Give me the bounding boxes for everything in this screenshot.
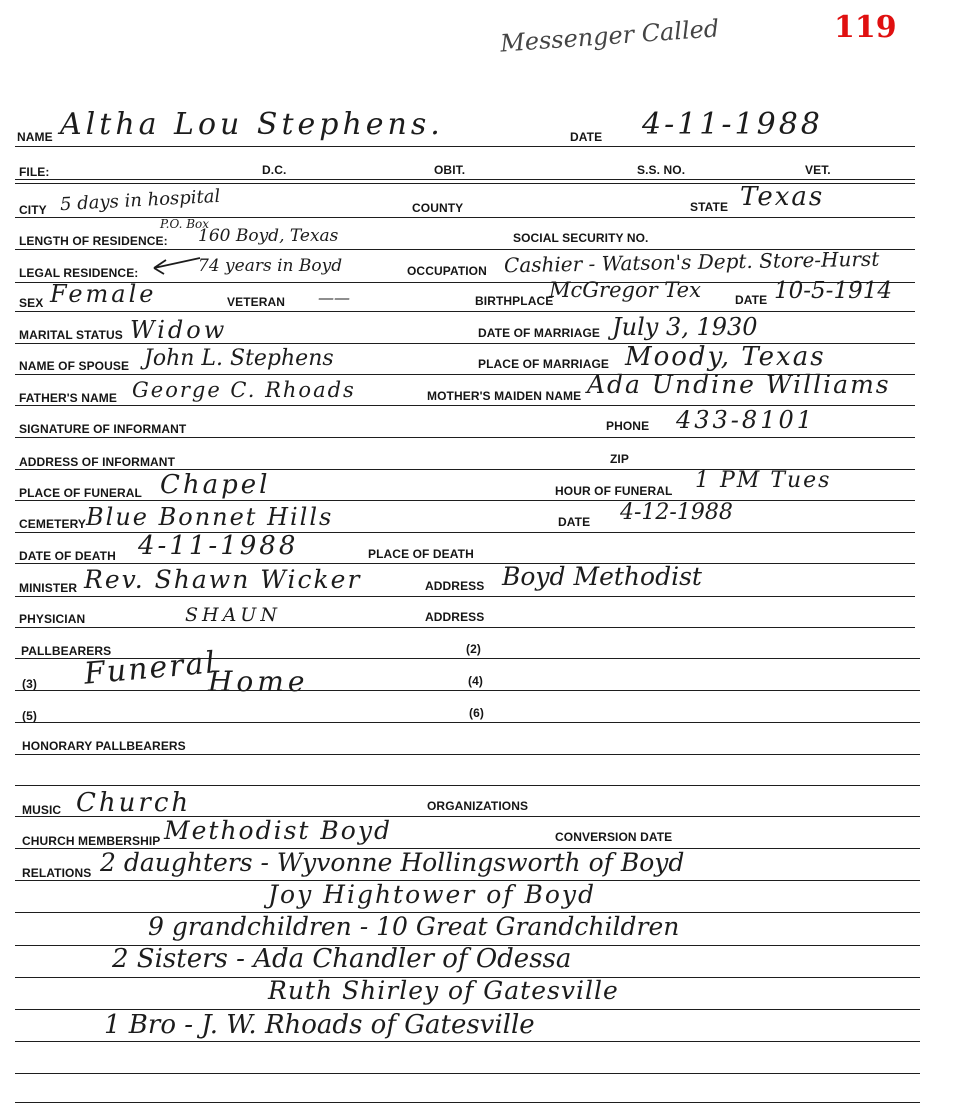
- label-signature-of-informant: SIGNATURE OF INFORMANT: [19, 422, 187, 436]
- rule-pallbearers-2: [15, 690, 920, 691]
- label-social-security-no: SOCIAL SECURITY NO.: [513, 231, 649, 245]
- value-city: 5 days in hospital: [59, 185, 221, 216]
- value-po-box-note: P.O. Box: [160, 217, 210, 231]
- label-legal-residence: LEGAL RESIDENCE:: [19, 266, 139, 280]
- relation-line-4: 2 Sisters - Ada Chandler of Odessa: [112, 944, 572, 974]
- label-length-of-residence: LENGTH OF RESIDENCE:: [19, 234, 168, 248]
- relation-line-3: 9 grandchildren - 10 Great Grandchildren: [148, 912, 680, 941]
- label-cemetery: CEMETERY: [19, 517, 87, 531]
- label-birthplace: BIRTHPLACE: [475, 294, 554, 308]
- label-birth-date: DATE: [735, 293, 768, 307]
- label-place-of-marriage: PLACE OF MARRIAGE: [478, 357, 610, 371]
- rule-minister: [15, 596, 915, 597]
- value-legal-residence: 74 years in Boyd: [198, 256, 343, 276]
- label-date-of-marriage: DATE OF MARRIAGE: [478, 326, 601, 340]
- relation-line-2: Joy Hightower of Boyd: [268, 880, 597, 909]
- rule-pallbearers-3: [15, 722, 920, 723]
- relation-line-6: 1 Bro - J. W. Rhoads of Gatesville: [104, 1010, 535, 1040]
- label-cemetery-date: DATE: [558, 515, 591, 529]
- label-church-membership: CHURCH MEMBERSHIP: [22, 834, 161, 848]
- page-number: 119: [834, 10, 897, 45]
- label-pallbearer-6: (6): [469, 706, 484, 720]
- label-place-of-funeral: PLACE OF FUNERAL: [19, 486, 142, 500]
- label-date: DATE: [570, 130, 603, 144]
- rule-sex: [15, 311, 915, 312]
- value-fathers-name: George C. Rhoads: [132, 378, 356, 402]
- value-place-of-marriage: Moody, Texas: [625, 342, 826, 372]
- value-name: Altha Lou Stephens.: [60, 107, 444, 142]
- rule-relations-7: [15, 1073, 920, 1074]
- rule-physician: [15, 627, 915, 628]
- rule-honorary-1: [15, 754, 920, 755]
- label-pallbearer-4: (4): [468, 674, 483, 688]
- label-mothers-maiden-name: MOTHER'S MAIDEN NAME: [427, 389, 582, 403]
- label-minister-address: ADDRESS: [425, 579, 485, 593]
- label-date-of-death: DATE OF DEATH: [19, 549, 116, 563]
- label-obit: OBIT.: [434, 163, 466, 177]
- label-veteran: VETERAN: [227, 295, 286, 309]
- value-minister: Rev. Shawn Wicker: [84, 565, 362, 594]
- rule-relations-6: [15, 1041, 920, 1042]
- label-physician: PHYSICIAN: [19, 612, 86, 626]
- rule-place-funeral: [15, 500, 915, 501]
- value-date: 4-11-1988: [642, 107, 823, 142]
- rule-date-of-death: [15, 563, 915, 564]
- value-hour-of-funeral: 1 PM Tues: [695, 468, 832, 493]
- value-physician: SHAUN: [185, 604, 281, 626]
- value-birthplace: McGregor Tex: [549, 278, 701, 302]
- label-hour-of-funeral: HOUR OF FUNERAL: [555, 484, 673, 498]
- label-pallbearer-2: (2): [466, 642, 481, 656]
- label-physician-address: ADDRESS: [425, 610, 485, 624]
- value-marital-status: Widow: [130, 316, 228, 344]
- label-name: NAME: [17, 130, 53, 144]
- label-state: STATE: [690, 200, 729, 214]
- value-pallbearers-line1: Funeral: [82, 645, 219, 692]
- label-pallbearers: PALLBEARERS: [21, 644, 112, 658]
- label-fathers-name: FATHER'S NAME: [19, 391, 117, 405]
- label-dc: D.C.: [262, 163, 287, 177]
- label-music: MUSIC: [22, 803, 62, 817]
- value-cemetery: Blue Bonnet Hills: [86, 503, 334, 531]
- rule-file-a: [15, 179, 915, 180]
- label-county: COUNTY: [412, 201, 464, 215]
- value-music: Church: [76, 788, 192, 818]
- label-minister: MINISTER: [19, 581, 78, 595]
- value-sex: Female: [50, 280, 157, 308]
- label-honorary-pallbearers: HONORARY PALLBEARERS: [22, 739, 186, 753]
- value-place-of-funeral: Chapel: [160, 470, 271, 500]
- rule-bottom: [15, 1102, 920, 1103]
- label-city: CITY: [19, 203, 47, 217]
- label-name-of-spouse: NAME OF SPOUSE: [19, 359, 130, 373]
- label-ss-no: S.S. NO.: [637, 163, 686, 177]
- label-sex: SEX: [19, 296, 44, 310]
- label-pallbearer-3: (3): [22, 677, 37, 691]
- label-conversion-date: CONVERSION DATE: [555, 830, 673, 844]
- label-vet: VET.: [805, 163, 831, 177]
- value-length-of-residence: 160 Boyd, Texas: [198, 226, 339, 246]
- label-pallbearer-5: (5): [22, 709, 37, 723]
- header-note: Messenger Called: [499, 14, 721, 58]
- value-name-of-spouse: John L. Stephens: [144, 346, 334, 371]
- label-phone: PHONE: [606, 419, 650, 433]
- label-place-of-death: PLACE OF DEATH: [368, 547, 474, 561]
- label-marital-status: MARITAL STATUS: [19, 328, 123, 342]
- label-zip: ZIP: [610, 452, 629, 466]
- value-date-of-death: 4-11-1988: [138, 531, 299, 561]
- value-minister-address: Boyd Methodist: [502, 562, 702, 591]
- value-phone: 433-8101: [676, 406, 815, 434]
- value-cemetery-date: 4-12-1988: [620, 500, 733, 525]
- rule-signature: [15, 437, 915, 438]
- rule-honorary-2: [15, 785, 920, 786]
- value-occupation: Cashier - Watson's Dept. Store-Hurst: [503, 246, 880, 278]
- value-pallbearers-line2: Home: [208, 665, 309, 698]
- rule-music: [15, 816, 920, 817]
- value-date-of-marriage: July 3, 1930: [612, 313, 758, 341]
- value-veteran: ——: [318, 288, 350, 307]
- label-occupation: OCCUPATION: [407, 264, 487, 278]
- rule-city: [15, 217, 915, 218]
- label-address-of-informant: ADDRESS OF INFORMANT: [19, 455, 175, 469]
- relation-line-1: 2 daughters - Wyvonne Hollingsworth of Boyd: [100, 848, 685, 877]
- label-relations: RELATIONS: [22, 866, 92, 880]
- label-file: FILE:: [19, 165, 50, 179]
- value-birth-date: 10-5-1914: [774, 278, 892, 304]
- value-church-membership: Methodist Boyd: [164, 816, 392, 845]
- label-organizations: ORGANIZATIONS: [427, 799, 529, 813]
- relation-line-5: Ruth Shirley of Gatesville: [268, 976, 619, 1005]
- rule-name: [15, 146, 915, 147]
- value-mothers-maiden-name: Ada Undine Williams: [587, 370, 891, 399]
- value-state: Texas: [740, 182, 825, 212]
